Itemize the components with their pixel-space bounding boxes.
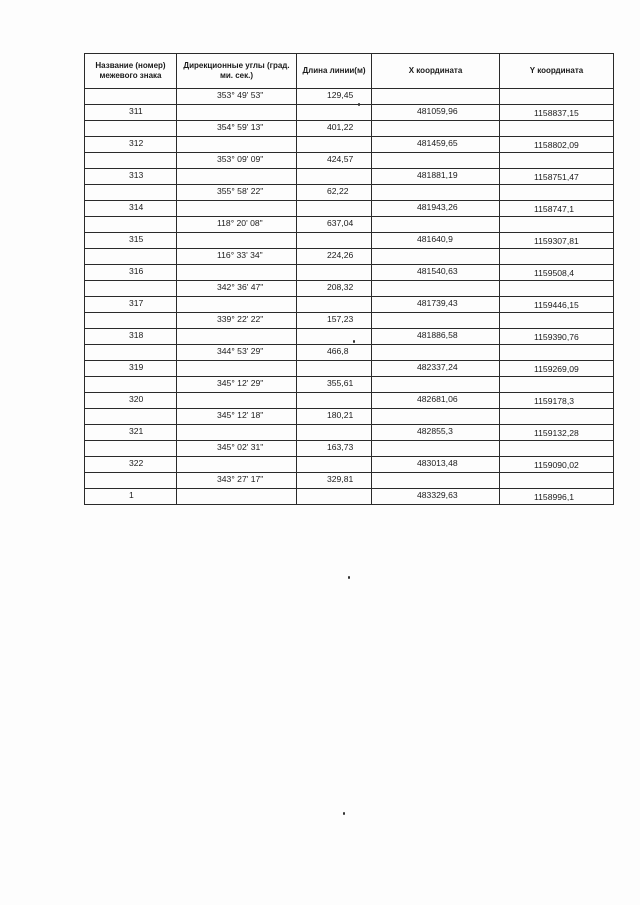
line-length-cell — [297, 89, 372, 105]
bearing-angle-text: 345° 12' 18" — [217, 410, 264, 420]
y-coordinate-text: 1158802,09 — [534, 140, 579, 150]
y-coordinate-cell — [500, 233, 614, 249]
bearing-angle-cell — [177, 201, 297, 217]
bearing-angle-cell — [177, 473, 297, 489]
x-coordinate-cell — [372, 249, 500, 265]
table-row — [85, 265, 614, 281]
marker-name-cell — [85, 121, 177, 137]
marker-name-cell — [85, 249, 177, 265]
bearing-angle-cell — [177, 425, 297, 441]
bearing-angle-text: 354° 59' 13" — [217, 122, 264, 132]
bearing-angle-cell — [177, 249, 297, 265]
marker-name-text: 315 — [129, 234, 144, 244]
y-coordinate-text: 1158751,47 — [534, 172, 579, 182]
line-length-text: 329,81 — [327, 474, 354, 484]
x-coordinate-cell — [372, 473, 500, 489]
line-length-cell — [297, 329, 372, 345]
y-coordinate-text: 1159307,81 — [534, 236, 579, 246]
bearing-angle-cell — [177, 329, 297, 345]
marker-name-cell — [85, 153, 177, 169]
x-coordinate-cell — [372, 393, 500, 409]
line-length-cell — [297, 441, 372, 457]
x-coordinate-cell — [372, 105, 500, 121]
y-coordinate-cell — [500, 457, 614, 473]
line-length-cell — [297, 489, 372, 505]
marker-name-cell — [85, 217, 177, 233]
bearing-angle-cell — [177, 441, 297, 457]
x-coordinate-text: 481881,19 — [417, 170, 458, 180]
bearing-angle-text: 345° 12' 29" — [217, 378, 264, 388]
x-coordinate-cell — [372, 169, 500, 185]
y-coordinate-cell — [500, 377, 614, 393]
bearing-angle-text: 118° 20' 08" — [217, 218, 263, 228]
line-length-cell — [297, 121, 372, 137]
line-length-text: 224,26 — [327, 250, 354, 260]
marker-name-cell — [85, 425, 177, 441]
line-length-text: 180,21 — [327, 410, 354, 420]
table-row — [85, 377, 614, 393]
bearing-angle-cell — [177, 281, 297, 297]
table-row — [85, 393, 614, 409]
y-coordinate-text: 1159132,28 — [534, 428, 579, 438]
x-coordinate-cell — [372, 281, 500, 297]
marker-name-cell — [85, 185, 177, 201]
bearing-angle-cell — [177, 393, 297, 409]
table-row — [85, 489, 614, 505]
x-coordinate-cell — [372, 89, 500, 105]
x-coordinate-text: 483013,48 — [417, 458, 458, 468]
x-coordinate-cell — [372, 409, 500, 425]
table-body — [85, 89, 614, 505]
bearing-angle-text: 342° 36' 47" — [217, 282, 264, 292]
bearing-angle-cell — [177, 377, 297, 393]
bearing-angle-text: 339° 22' 22" — [217, 314, 264, 324]
line-length-cell — [297, 313, 372, 329]
marker-name-cell — [85, 409, 177, 425]
line-length-cell — [297, 217, 372, 233]
bearing-angle-cell — [177, 297, 297, 313]
marker-name-text: 320 — [129, 394, 144, 404]
bearing-angle-cell — [177, 457, 297, 473]
line-length-text: 62,22 — [327, 186, 349, 196]
y-coordinate-cell — [500, 121, 614, 137]
y-coordinate-text: 1159269,09 — [534, 364, 579, 374]
table-row — [85, 137, 614, 153]
y-coordinate-cell — [500, 153, 614, 169]
y-coordinate-cell — [500, 441, 614, 457]
x-coordinate-cell — [372, 441, 500, 457]
marker-name-cell — [85, 489, 177, 505]
y-coordinate-cell — [500, 345, 614, 361]
line-length-cell — [297, 457, 372, 473]
marker-name-cell — [85, 377, 177, 393]
x-coordinate-cell — [372, 313, 500, 329]
bearing-angle-cell — [177, 233, 297, 249]
bearing-angle-text: 344° 53' 29" — [217, 346, 264, 356]
bearing-angle-cell — [177, 265, 297, 281]
table-row — [85, 361, 614, 377]
table-row — [85, 409, 614, 425]
bearing-angle-text: 353° 09' 09" — [217, 154, 264, 164]
y-coordinate-cell — [500, 89, 614, 105]
boundary-coordinates-table — [84, 53, 614, 505]
line-length-text: 466,8 — [327, 346, 349, 356]
marker-name-cell — [85, 105, 177, 121]
x-coordinate-cell — [372, 233, 500, 249]
line-length-cell — [297, 281, 372, 297]
y-coordinate-cell — [500, 249, 614, 265]
line-length-text: 163,73 — [327, 442, 354, 452]
marker-name-text: 1 — [129, 490, 134, 500]
table-row — [85, 169, 614, 185]
x-coordinate-cell — [372, 329, 500, 345]
marker-name-cell — [85, 361, 177, 377]
line-length-text: 401,22 — [327, 122, 354, 132]
line-length-cell — [297, 137, 372, 153]
x-coordinate-text: 481739,43 — [417, 298, 458, 308]
table-row — [85, 441, 614, 457]
y-coordinate-cell — [500, 489, 614, 505]
y-coordinate-cell — [500, 281, 614, 297]
x-coordinate-text: 482337,24 — [417, 362, 458, 372]
x-coordinate-cell — [372, 361, 500, 377]
table-row — [85, 425, 614, 441]
line-length-cell — [297, 409, 372, 425]
marker-name-cell — [85, 265, 177, 281]
table-row — [85, 457, 614, 473]
marker-name-text: 312 — [129, 138, 144, 148]
bearing-angle-text: 343° 27' 17" — [217, 474, 264, 484]
bearing-angle-cell — [177, 185, 297, 201]
table-row — [85, 153, 614, 169]
x-coordinate-text: 482681,06 — [417, 394, 458, 404]
marker-name-cell — [85, 329, 177, 345]
marker-name-cell — [85, 457, 177, 473]
y-coordinate-text: 1159390,76 — [534, 332, 579, 342]
bearing-angle-cell — [177, 137, 297, 153]
bearing-angle-text: 353° 49' 53" — [217, 90, 264, 100]
y-coordinate-cell — [500, 313, 614, 329]
y-coordinate-cell — [500, 217, 614, 233]
bearing-angle-cell — [177, 313, 297, 329]
marker-name-cell — [85, 233, 177, 249]
x-coordinate-cell — [372, 217, 500, 233]
x-coordinate-text: 481943,26 — [417, 202, 458, 212]
marker-name-text: 313 — [129, 170, 144, 180]
y-coordinate-cell — [500, 473, 614, 489]
x-coordinate-text: 481540,63 — [417, 266, 458, 276]
y-coordinate-cell — [500, 409, 614, 425]
y-coordinate-cell — [500, 297, 614, 313]
line-length-cell — [297, 249, 372, 265]
marker-name-text: 319 — [129, 362, 144, 372]
line-length-cell — [297, 105, 372, 121]
x-coordinate-cell — [372, 201, 500, 217]
line-length-text: 208,32 — [327, 282, 354, 292]
x-coordinate-text: 481886,58 — [417, 330, 458, 340]
x-coordinate-cell — [372, 345, 500, 361]
scan-speck — [358, 103, 360, 106]
line-length-text: 355,61 — [327, 378, 354, 388]
y-coordinate-cell — [500, 105, 614, 121]
marker-name-cell — [85, 201, 177, 217]
y-coordinate-text: 1159090,02 — [534, 460, 579, 470]
bearing-angle-cell — [177, 105, 297, 121]
marker-name-text: 316 — [129, 266, 144, 276]
line-length-cell — [297, 393, 372, 409]
x-coordinate-text: 483329,63 — [417, 490, 458, 500]
table-row — [85, 217, 614, 233]
marker-name-cell — [85, 281, 177, 297]
bearing-angle-cell — [177, 217, 297, 233]
table-row — [85, 329, 614, 345]
marker-name-text: 314 — [129, 202, 144, 212]
line-length-cell — [297, 425, 372, 441]
x-coordinate-text: 481059,96 — [417, 106, 458, 116]
marker-name-cell — [85, 297, 177, 313]
line-length-cell — [297, 201, 372, 217]
line-length-cell — [297, 185, 372, 201]
scan-speck — [343, 812, 345, 815]
table-row — [85, 345, 614, 361]
table-header-row — [85, 54, 614, 89]
x-coordinate-text: 481459,65 — [417, 138, 458, 148]
marker-name-cell — [85, 345, 177, 361]
scan-speck — [353, 340, 355, 343]
x-coordinate-cell — [372, 185, 500, 201]
table-row — [85, 89, 614, 105]
table-row — [85, 121, 614, 137]
bearing-angle-cell — [177, 89, 297, 105]
y-coordinate-cell — [500, 361, 614, 377]
table-row — [85, 105, 614, 121]
line-length-cell — [297, 169, 372, 185]
marker-name-cell — [85, 441, 177, 457]
marker-name-cell — [85, 393, 177, 409]
y-coordinate-cell — [500, 393, 614, 409]
bearing-angle-cell — [177, 409, 297, 425]
x-coordinate-cell — [372, 137, 500, 153]
header-y-coordinate: Y координата — [500, 54, 614, 89]
y-coordinate-text: 1159178,3 — [534, 396, 574, 406]
header-bearing-angles: Дирекционные углы (град. ми. сек.) — [177, 54, 297, 89]
table-row — [85, 313, 614, 329]
y-coordinate-text: 1158747,1 — [534, 204, 574, 214]
y-coordinate-cell — [500, 185, 614, 201]
bearing-angle-text: 116° 33' 34" — [217, 250, 263, 260]
x-coordinate-cell — [372, 297, 500, 313]
bearing-angle-cell — [177, 361, 297, 377]
x-coordinate-text: 481640,9 — [417, 234, 453, 244]
x-coordinate-cell — [372, 153, 500, 169]
table-row — [85, 281, 614, 297]
x-coordinate-cell — [372, 425, 500, 441]
line-length-cell — [297, 345, 372, 361]
header-x-coordinate: X координата — [372, 54, 500, 89]
line-length-cell — [297, 265, 372, 281]
marker-name-text: 311 — [129, 106, 143, 116]
marker-name-cell — [85, 473, 177, 489]
line-length-cell — [297, 377, 372, 393]
bearing-angle-text: 355° 58' 22" — [217, 186, 264, 196]
bearing-angle-cell — [177, 169, 297, 185]
table-row — [85, 185, 614, 201]
y-coordinate-cell — [500, 329, 614, 345]
line-length-cell — [297, 473, 372, 489]
x-coordinate-cell — [372, 265, 500, 281]
header-marker-name: Название (номер) межевого знака — [85, 54, 177, 89]
y-coordinate-text: 1158837,15 — [534, 108, 579, 118]
marker-name-cell — [85, 137, 177, 153]
bearing-angle-cell — [177, 345, 297, 361]
line-length-cell — [297, 233, 372, 249]
line-length-cell — [297, 297, 372, 313]
x-coordinate-text: 482855,3 — [417, 426, 453, 436]
marker-name-text: 318 — [129, 330, 144, 340]
table-row — [85, 473, 614, 489]
bearing-angle-cell — [177, 489, 297, 505]
bearing-angle-cell — [177, 121, 297, 137]
line-length-text: 157,23 — [327, 314, 354, 324]
y-coordinate-cell — [500, 201, 614, 217]
line-length-cell — [297, 153, 372, 169]
table-row — [85, 201, 614, 217]
x-coordinate-cell — [372, 121, 500, 137]
y-coordinate-cell — [500, 425, 614, 441]
bearing-angle-text: 345° 02' 31" — [217, 442, 264, 452]
marker-name-cell — [85, 89, 177, 105]
line-length-text: 424,57 — [327, 154, 354, 164]
header-line-length: Длина линии(м) — [297, 54, 372, 89]
y-coordinate-cell — [500, 265, 614, 281]
line-length-text: 637,04 — [327, 218, 354, 228]
line-length-cell — [297, 361, 372, 377]
y-coordinate-text: 1159508,4 — [534, 268, 574, 278]
y-coordinate-text: 1159446,15 — [534, 300, 579, 310]
marker-name-cell — [85, 169, 177, 185]
table-row — [85, 249, 614, 265]
marker-name-text: 317 — [129, 298, 144, 308]
scan-speck — [348, 576, 350, 579]
table-row — [85, 233, 614, 249]
line-length-text: 129,45 — [327, 90, 354, 100]
marker-name-text: 322 — [129, 458, 144, 468]
x-coordinate-cell — [372, 377, 500, 393]
marker-name-cell — [85, 313, 177, 329]
y-coordinate-cell — [500, 137, 614, 153]
marker-name-text: 321 — [129, 426, 144, 436]
y-coordinate-cell — [500, 169, 614, 185]
x-coordinate-cell — [372, 457, 500, 473]
table-row — [85, 297, 614, 313]
y-coordinate-text: 1158996,1 — [534, 492, 574, 502]
bearing-angle-cell — [177, 153, 297, 169]
x-coordinate-cell — [372, 489, 500, 505]
